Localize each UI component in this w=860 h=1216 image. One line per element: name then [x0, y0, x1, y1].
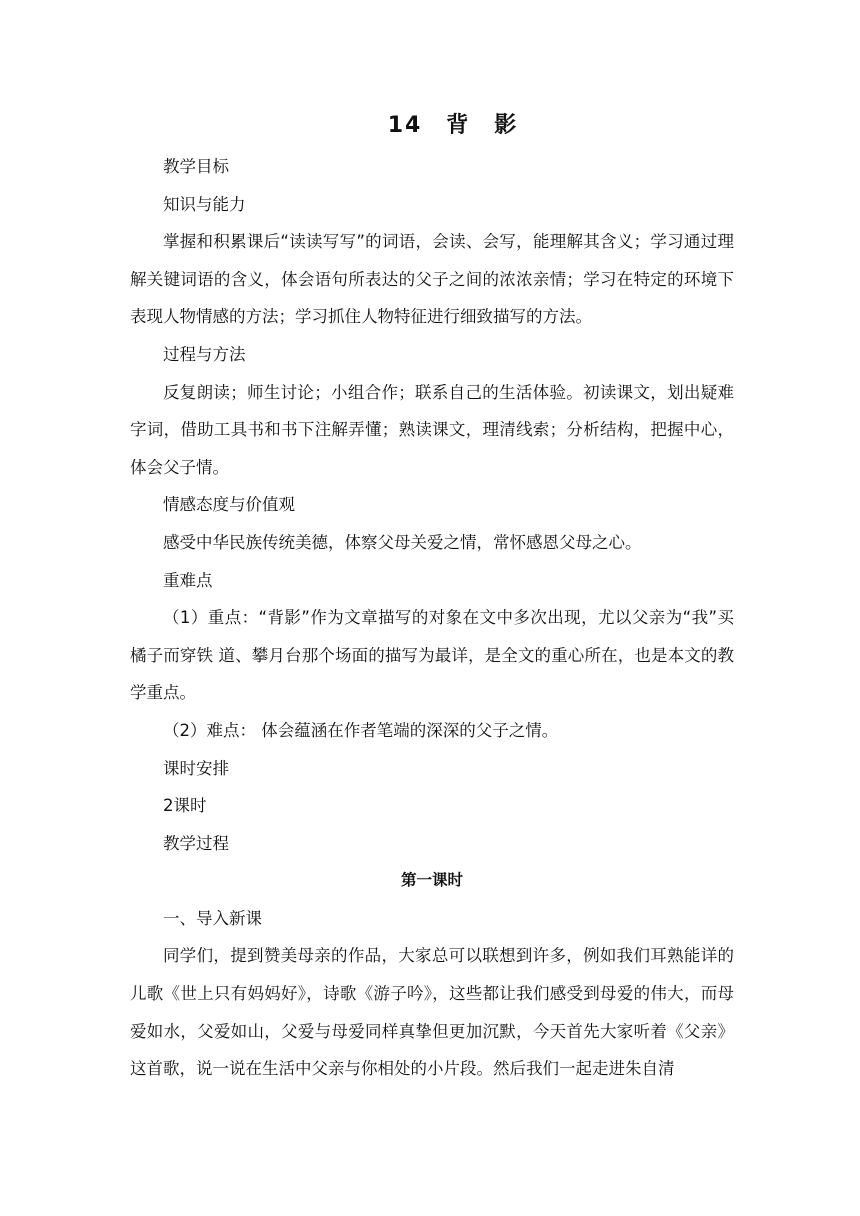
- heading-class-arrangement: 课时安排: [163, 758, 229, 778]
- heading-process-method: 过程与方法: [163, 344, 246, 364]
- paragraph-class-hours: 2课时: [163, 796, 207, 816]
- heading-teaching-goals: 教学目标: [163, 157, 229, 176]
- paragraph-emotion-values: 感受中华民族传统美德，体察父母关爱之情，常怀感恩父母之心。: [163, 532, 642, 552]
- paragraph-difficult-point: （2）难点： 体会蕴涵在作者笔端的深深的父子之情。: [163, 720, 559, 740]
- heading-emotion-values: 情感态度与价值观: [163, 495, 295, 515]
- document-body: [130, 148, 734, 1088]
- paragraph-introduction: 同学们，提到赞美母亲的作品，大家总可以联想到许多，例如我们耳熟能详的儿歌《世上只有妈妈好》，诗歌《游子吟》，这些都让我们感受到母爱的伟大，而母爱如水，父爱如山，父爱与母爱同样真挚但更加沉默，今天首先大家听着《父亲》这首歌，说一说在生活中父亲与你相处的小片段。然后我们一起走进朱自清: [130, 946, 734, 1079]
- heading-first-lesson: 第一课时: [400, 871, 463, 890]
- heading-knowledge-ability: 知识与能力: [163, 194, 246, 214]
- heading-teaching-process: 教学过程: [163, 833, 229, 853]
- heading-key-difficult-points: 重难点: [163, 570, 213, 590]
- paragraph-key-point: （1）重点：“背影”作为文章描写的对象在文中多次出现，尤以父亲为“我”买橘子而穿铁 道、攀月台那个场面的描写为最详，是全文的重心所在，也是本文的教学重点。: [130, 608, 734, 703]
- document-title: 14 背 影: [387, 113, 519, 138]
- heading-introduction: 一、导入新课: [163, 908, 262, 928]
- paragraph-knowledge-ability: 掌握和积累课后“读读写写”的词语，会读、会写，能理解其含义；学习通过理解关键词语的含义，体会语句所表达的父子之间的浓浓亲情；学习在特定的环境下表现人物情感的方法；学习抓住人物特征进行细致描写的方法。: [130, 232, 734, 327]
- paragraph-process-method: 反复朗读；师生讨论；小组合作；联系自己的生活体验。初读课文，划出疑难字词，借助工具书和书下注解弄懂；熟读课文，理清线索；分析结构，把握中心，体会父子情。: [130, 382, 734, 477]
